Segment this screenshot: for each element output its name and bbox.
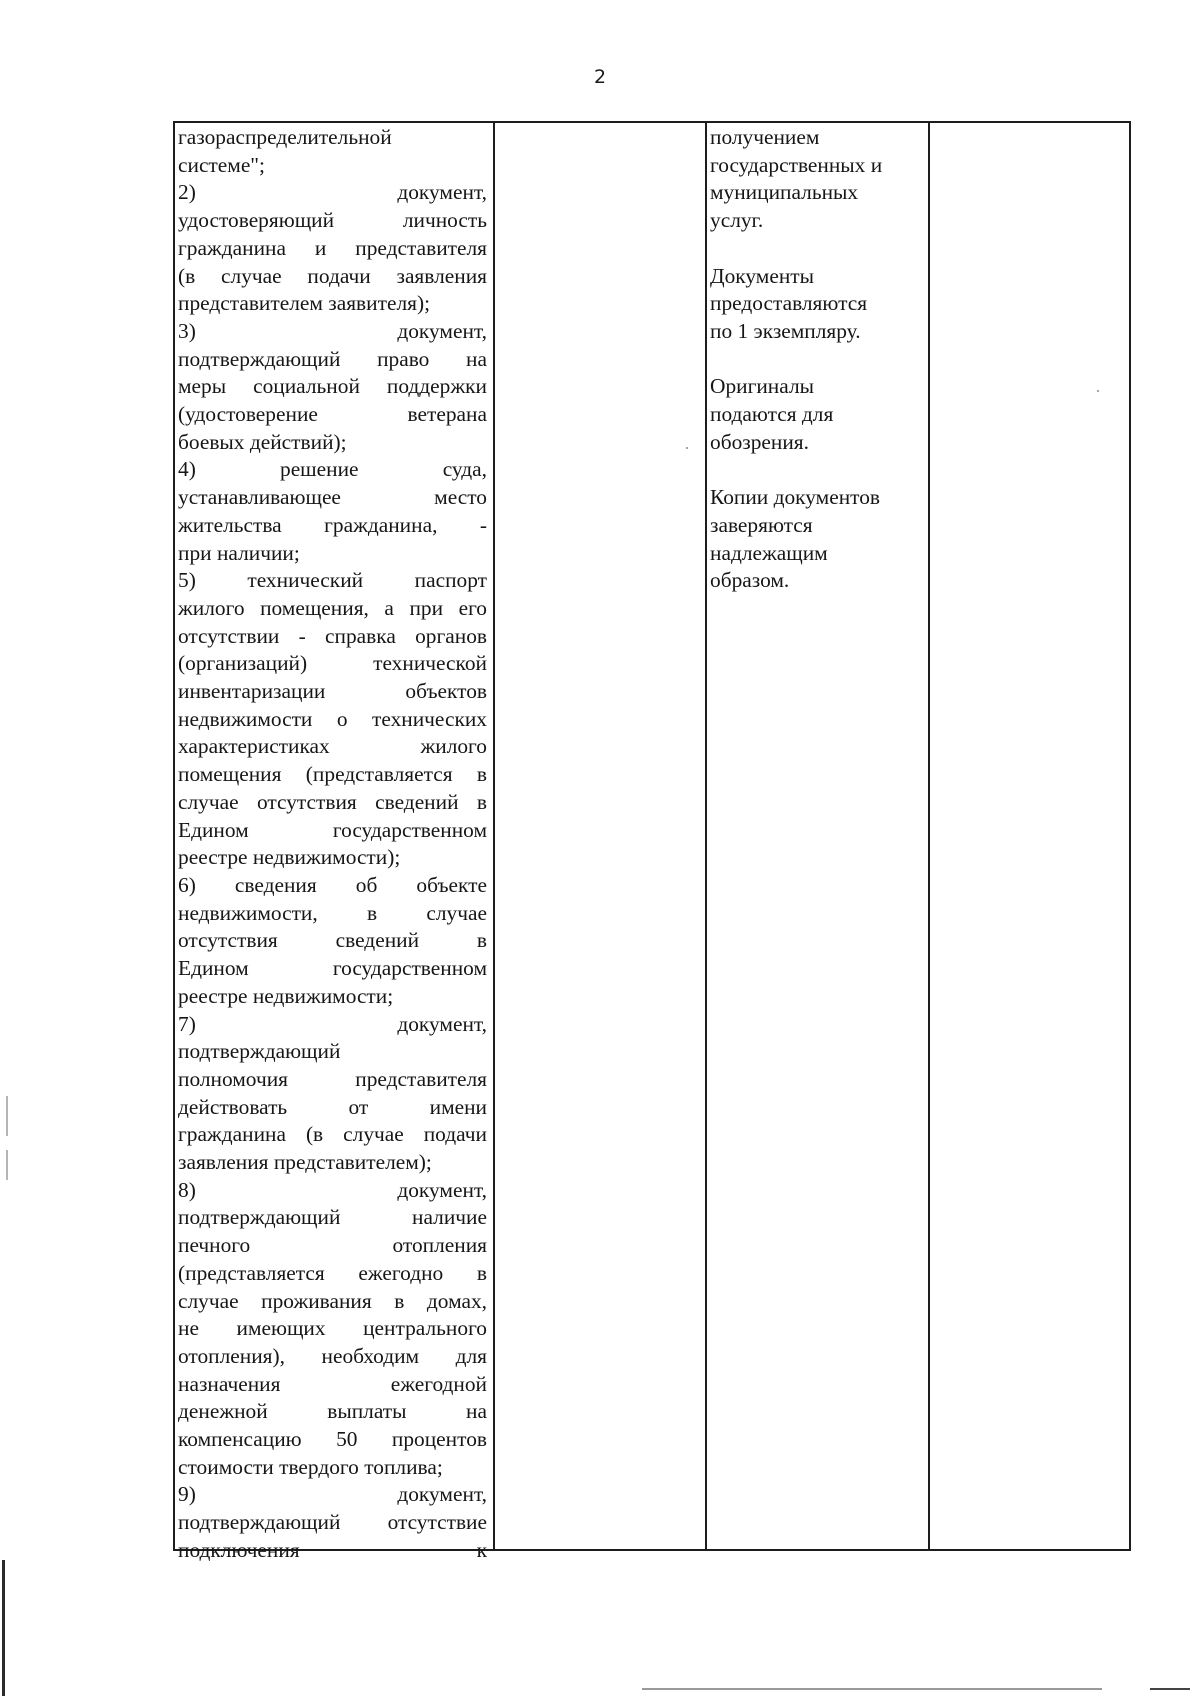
table-text-line: подтверждающий наличие: [178, 1205, 487, 1230]
table-text-line: не имеющих центрального: [178, 1316, 487, 1341]
table-text-line: компенсацию 50 процентов: [178, 1427, 487, 1452]
table-text-line: услуг.: [710, 208, 764, 233]
table-cell-documents-list: [178, 124, 487, 1565]
table-text-line: Едином государственном: [178, 817, 487, 842]
table-cell-notes: [710, 124, 925, 623]
table-text-line: устанавливающее место: [178, 485, 487, 510]
table-text-line: боевых действий);: [178, 429, 347, 454]
table-text-line: характеристиках жилого: [178, 734, 487, 759]
table-note-paragraph: [710, 263, 925, 346]
table-text-line: подтверждающий право на: [178, 346, 487, 371]
table-text-line: удостоверяющий личность: [178, 208, 487, 233]
table-text-line: реестре недвижимости);: [178, 845, 401, 870]
table-text-line: образом.: [710, 568, 790, 593]
scan-speck: [1097, 390, 1099, 392]
table-text-line: (организаций) технической: [178, 651, 487, 676]
table-text-line: гражданина (в случае подачи: [178, 1122, 487, 1147]
table-text-line: денежной выплаты на: [178, 1399, 487, 1424]
table-text-line: случае отсутствия сведений в: [178, 789, 487, 814]
table-text-line: гражданина и представителя: [178, 235, 487, 260]
table-text-line: реестре недвижимости;: [178, 983, 394, 1008]
table-text-line: случае проживания в домах,: [178, 1288, 487, 1313]
table-text-line: помещения (представляется в: [178, 762, 487, 787]
table-text-line: 2) документ,: [178, 180, 487, 205]
table-text-line: отсутствия сведений в: [178, 928, 487, 953]
table-column-divider-1: [493, 121, 495, 1551]
table-text-line: заявления представителем);: [178, 1150, 432, 1175]
table-text-line: отсутствии - справка органов: [178, 623, 487, 648]
table-text-line: меры социальной поддержки: [178, 374, 487, 399]
table-text-line: системе";: [178, 152, 265, 177]
table-column-divider-3: [928, 121, 930, 1551]
table-text-line: подтверждающий: [178, 1039, 341, 1064]
page-number: 2: [593, 66, 607, 88]
table-text-line: недвижимости о технических: [178, 706, 487, 731]
table-text-line: жилого помещения, а при его: [178, 595, 487, 620]
table-note-paragraph: [710, 373, 925, 456]
table-text-line: 9) документ,: [178, 1482, 487, 1507]
scan-edge-mark: [2, 1560, 5, 1696]
table-text-line: инвентаризации объектов: [178, 679, 487, 704]
table-text-line: печного отопления: [178, 1233, 487, 1258]
table-text-line: стоимости твердого топлива;: [178, 1454, 443, 1479]
table-text-line: представителем заявителя);: [178, 291, 431, 316]
table-text-line: государственных и: [710, 152, 883, 177]
table-text-line: муниципальных: [710, 180, 859, 205]
table-column-divider-2: [705, 121, 707, 1551]
table-text-line: (удостоверение ветерана: [178, 402, 487, 427]
table-text-line: жительства гражданина, -: [178, 512, 487, 537]
scan-edge-tick: [6, 1150, 8, 1180]
table-text-line: надлежащим: [710, 540, 828, 565]
scan-bottom-rule: [1150, 1688, 1190, 1690]
table-text-line: заверяются: [710, 512, 813, 537]
table-text-line: 7) документ,: [178, 1011, 487, 1036]
table-text-line: полномочия представителя: [178, 1066, 487, 1091]
table-text-line: Оригиналы: [710, 374, 814, 399]
scan-speck: [686, 447, 688, 449]
table-text-line: отопления), необходим для: [178, 1343, 487, 1368]
table-note-paragraph: [710, 124, 925, 235]
scan-bottom-rule: [642, 1688, 1102, 1690]
table-text-line: обозрения.: [710, 429, 809, 454]
table-text-line: назначения ежегодной: [178, 1371, 487, 1396]
table-text-line: Копии документов: [710, 485, 881, 510]
table-text-line: (представляется ежегодно в: [178, 1260, 487, 1285]
table-text-line: подаются для: [710, 402, 834, 426]
table-text-line: недвижимости, в случае: [178, 900, 487, 925]
table-text-line: 3) документ,: [178, 318, 487, 343]
table-note-paragraph: [710, 484, 925, 595]
table-text-line: подключения к: [178, 1537, 487, 1562]
table-text-line: при наличии;: [178, 540, 300, 565]
table-text-line: (в случае подачи заявления: [178, 263, 487, 288]
table-text-line: 6) сведения об объекте: [178, 872, 487, 897]
table-text-line: Едином государственном: [178, 956, 487, 981]
table-text-line: Документы: [710, 263, 814, 288]
table-text-line: получением: [710, 125, 820, 149]
table-text-line: 8) документ,: [178, 1177, 487, 1202]
table-text-line: подтверждающий отсутствие: [178, 1510, 487, 1535]
scan-edge-tick: [6, 1096, 8, 1136]
table-text-line: газораспределительной: [178, 125, 392, 149]
table-text-line: 5) технический паспорт: [178, 568, 487, 593]
table-text-line: предоставляются: [710, 291, 868, 316]
table-text-line: по 1 экземпляру.: [710, 318, 861, 343]
table-text-line: 4) решение суда,: [178, 457, 487, 482]
table-text-line: действовать от имени: [178, 1094, 487, 1119]
